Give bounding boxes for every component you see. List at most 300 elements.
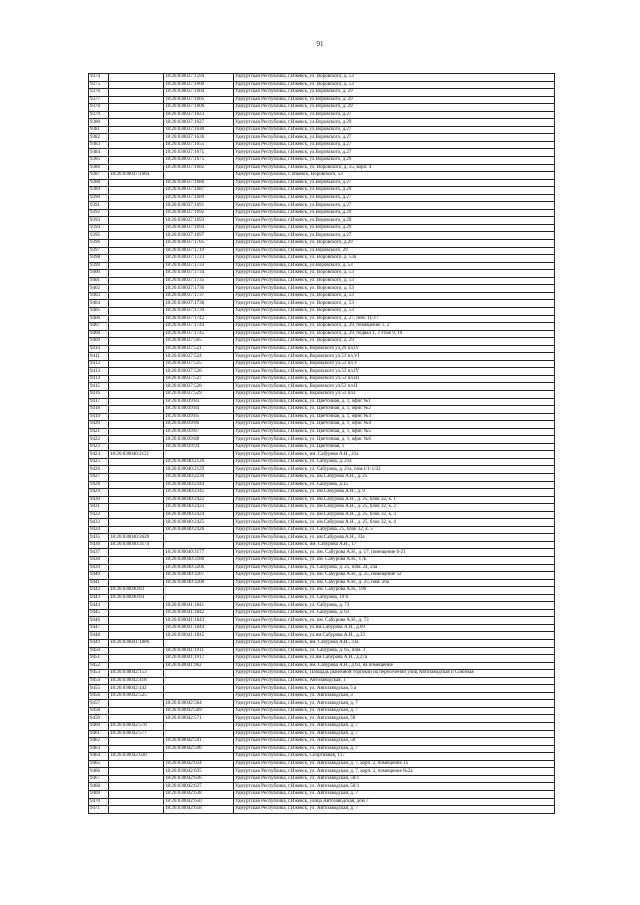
row-number-cell: 9444	[89, 602, 109, 610]
table-row	[89, 74, 555, 82]
building-cadastral-number-cell	[164, 640, 234, 648]
building-cadastral-number-cell: 18:26:030037:1630	[164, 126, 234, 134]
land-cadastral-number-cell	[109, 270, 164, 278]
table-row	[89, 707, 555, 715]
land-cadastral-number-cell	[109, 338, 164, 346]
land-cadastral-number-cell	[109, 564, 164, 572]
building-cadastral-number-cell: 18:26:030037:1738	[164, 300, 234, 308]
land-cadastral-number-cell	[109, 768, 164, 776]
land-cadastral-number-cell	[109, 572, 164, 580]
building-cadastral-number-cell: 18:26:030037:1693	[164, 217, 234, 225]
address-cell: Удмуртская Республика, г.Ижевск, им. Сабурова А.Н., 33а	[234, 640, 555, 648]
address-cell: Удмуртская Республика, г.Ижевск, ул. Сабурова, 25, блок 32, к. 5	[234, 526, 555, 534]
row-number-cell: 9409	[89, 338, 109, 346]
table-row	[89, 187, 555, 195]
table-row	[89, 602, 555, 610]
address-cell: Удмуртская Республика, г. Ижевск, Воровского, 53	[234, 172, 555, 180]
table-row	[89, 481, 555, 489]
table-row	[89, 202, 555, 210]
table-row	[89, 753, 555, 761]
building-cadastral-number-cell: 18:26:030037:1687	[164, 187, 234, 195]
row-number-cell: 9467	[89, 775, 109, 783]
table-row	[89, 413, 555, 421]
row-number-cell: 9461	[89, 730, 109, 738]
land-cadastral-number-cell	[109, 707, 164, 715]
land-cadastral-number-cell	[109, 194, 164, 202]
table-row	[89, 89, 555, 97]
row-number-cell: 9432	[89, 511, 109, 519]
land-cadastral-number-cell	[109, 549, 164, 557]
row-number-cell: 9417	[89, 398, 109, 406]
address-cell: Удмуртская Республика, г.Ижевск, Воровского ул.53 пл.IV	[234, 368, 555, 376]
row-number-cell: 9418	[89, 406, 109, 414]
land-cadastral-number-cell	[109, 292, 164, 300]
address-cell: Удмуртская Республика, г.Ижевск, Воровского ул,29 пл.IV	[234, 345, 555, 353]
building-cadastral-number-cell: 18:26:030041:1842	[164, 609, 234, 617]
row-number-cell: 9399	[89, 262, 109, 270]
table-row	[89, 662, 555, 670]
address-cell: Удмуртская Республика, г.Ижевск, ул.Воровского, д. 53	[234, 262, 555, 270]
land-cadastral-number-cell: 18:26:030042:418	[109, 677, 164, 685]
row-number-cell: 9450	[89, 647, 109, 655]
land-cadastral-number-cell: 18:26:030041:1886	[109, 640, 164, 648]
address-cell: Удмуртская Республика, г.Ижевск, ул. Сабурова, д. 21а	[234, 458, 555, 466]
building-cadastral-number-cell: 18:26:030042:591	[164, 738, 234, 746]
row-number-cell: 9389	[89, 187, 109, 195]
table-row	[89, 557, 555, 565]
table-row	[89, 715, 555, 723]
building-cadastral-number-cell: 18:26:030041:1911	[164, 647, 234, 655]
row-number-cell: 9469	[89, 790, 109, 798]
building-cadastral-number-cell: 18:26:030040:2422	[164, 496, 234, 504]
building-cadastral-number-cell: 18:26:030037:1745	[164, 330, 234, 338]
table-row	[89, 277, 555, 285]
building-cadastral-number-cell: 18:26:030042:635	[164, 768, 234, 776]
row-number-cell: 9375	[89, 81, 109, 89]
building-cadastral-number-cell	[164, 172, 234, 180]
building-cadastral-number-cell: 18:26:030037:1600	[164, 81, 234, 89]
building-cadastral-number-cell: 18:26:030037:521	[164, 345, 234, 353]
building-cadastral-number-cell: 18:26:030042:650	[164, 798, 234, 806]
row-number-cell: 9445	[89, 609, 109, 617]
building-cadastral-number-cell: 18:26:030037:1594	[164, 74, 234, 82]
land-cadastral-number-cell	[109, 655, 164, 663]
address-cell: Удмуртская Республика, г.Ижевск, ул. Автозаводская, д. 7	[234, 700, 555, 708]
land-cadastral-number-cell	[109, 179, 164, 187]
row-number-cell: 9396	[89, 240, 109, 248]
table-row	[89, 519, 555, 527]
land-cadastral-number-cell	[109, 360, 164, 368]
address-cell: Удмуртская Республика, г.Ижевск, ул. Автозаводская, 50/1	[234, 783, 555, 791]
land-cadastral-number-cell: 18:26:030042:442	[109, 685, 164, 693]
building-cadastral-number-cell: 18:26:030040:2344	[164, 481, 234, 489]
row-number-cell: 9403	[89, 292, 109, 300]
row-number-cell: 9462	[89, 738, 109, 746]
address-cell: Удмуртская Республика, г.Ижевск, ул.им.Сабурова А.Н., д.69	[234, 624, 555, 632]
row-number-cell: 9379	[89, 111, 109, 119]
building-cadastral-number-cell	[164, 730, 234, 738]
land-cadastral-number-cell	[109, 760, 164, 768]
land-cadastral-number-cell	[109, 89, 164, 97]
table-row	[89, 224, 555, 232]
land-cadastral-number-cell	[109, 489, 164, 497]
address-cell: Удмуртская Республика, г.Ижевск, ул. Автозаводская, д. 7	[234, 723, 555, 731]
address-cell: Удмуртская Республика, г.Ижевск, ул. Цветочная, д. 1, офис №3	[234, 413, 555, 421]
address-cell: Удмуртская Республика, г.Ижевск, ул. Воровского, д.29	[234, 240, 555, 248]
land-cadastral-number-cell	[109, 390, 164, 398]
row-number-cell: 9426	[89, 466, 109, 474]
row-number-cell: 9400	[89, 270, 109, 278]
land-cadastral-number-cell	[109, 300, 164, 308]
table-row	[89, 640, 555, 648]
land-cadastral-number-cell	[109, 624, 164, 632]
row-number-cell: 9390	[89, 194, 109, 202]
table-row	[89, 428, 555, 436]
building-cadastral-number-cell	[164, 677, 234, 685]
land-cadastral-number-cell: 18:26:030040:3174	[109, 541, 164, 549]
building-cadastral-number-cell: 18:26:030040:2129	[164, 466, 234, 474]
building-cadastral-number-cell: 18:26:030037:525	[164, 360, 234, 368]
address-cell: Удмуртская Республика, г.Ижевск, ул. им. Сабурова А.Н., 19б	[234, 587, 555, 595]
table-row	[89, 496, 555, 504]
building-cadastral-number-cell: 18:26:030037:1742	[164, 315, 234, 323]
row-number-cell: 9395	[89, 232, 109, 240]
land-cadastral-number-cell	[109, 104, 164, 112]
address-cell: Удмуртская Республика, г.Ижевск, ул. Воровского, д. 29	[234, 338, 555, 346]
address-cell: Удмуртская Республика, г.Ижевск, ул.Воровского, д.27	[234, 179, 555, 187]
building-cadastral-number-cell	[164, 451, 234, 459]
address-cell: Удмуртская Республика, г.Ижевск, ул. Сабурова, 19 б	[234, 594, 555, 602]
land-cadastral-number-cell	[109, 406, 164, 414]
row-number-cell: 9392	[89, 209, 109, 217]
registry-table	[88, 73, 555, 814]
land-cadastral-number-cell	[109, 775, 164, 783]
address-cell: Удмуртская Республика, г.Ижевск, ул. Сабурова, д.15	[234, 481, 555, 489]
row-number-cell: 9411	[89, 353, 109, 361]
building-cadastral-number-cell: 18:26:030040:2424	[164, 511, 234, 519]
table-row	[89, 745, 555, 753]
row-number-cell: 9456	[89, 692, 109, 700]
address-cell: Удмуртская Республика, г.Ижевск, ул.Воровского, д.27	[234, 134, 555, 142]
row-number-cell: 9435	[89, 534, 109, 542]
address-cell: Удмуртская Республика, г.Ижевск, ул.Воровского, 29	[234, 247, 555, 255]
building-cadastral-number-cell: 18:26:030042:636	[164, 775, 234, 783]
table-row	[89, 760, 555, 768]
land-cadastral-number-cell	[109, 345, 164, 353]
building-cadastral-number-cell	[164, 685, 234, 693]
land-cadastral-number-cell	[109, 224, 164, 232]
page-number: 91	[316, 40, 324, 48]
address-cell: Удмуртская Республика, г.Ижевск, ул. им.Сабурова А.Н., д. 25, блок 32, к. 1	[234, 496, 555, 504]
table-row	[89, 730, 555, 738]
row-number-cell: 9421	[89, 428, 109, 436]
table-row	[89, 172, 555, 180]
building-cadastral-number-cell: 18:26:030042:596	[164, 745, 234, 753]
table-row	[89, 292, 555, 300]
row-number-cell: 9431	[89, 504, 109, 512]
building-cadastral-number-cell: 18:26:030040:2423	[164, 504, 234, 512]
row-number-cell: 9414	[89, 375, 109, 383]
land-cadastral-number-cell	[109, 383, 164, 391]
address-cell: Удмуртская Республика, г.Ижевск, ул. Автозаводская, 50	[234, 715, 555, 723]
building-cadastral-number-cell	[164, 670, 234, 678]
table-row	[89, 323, 555, 331]
building-cadastral-number-cell: 18:26:030037:1627	[164, 119, 234, 127]
building-cadastral-number-cell: 18:26:030037:1744	[164, 323, 234, 331]
table-row	[89, 798, 555, 806]
row-number-cell: 9405	[89, 307, 109, 315]
address-cell: Удмуртская Республика, г.Ижевск, ул. Воровского, д. 53	[234, 300, 555, 308]
row-number-cell: 9446	[89, 617, 109, 625]
building-cadastral-number-cell: 18:26:030039:86	[164, 421, 234, 429]
row-number-cell: 9428	[89, 481, 109, 489]
address-cell: Удмуртская Республика, г.Ижевск, ул. Воровского, д. 29, подвал 1, 3 этаж 9, 10	[234, 330, 555, 338]
land-cadastral-number-cell	[109, 157, 164, 165]
row-number-cell: 9423	[89, 443, 109, 451]
table-row	[89, 609, 555, 617]
land-cadastral-number-cell	[109, 202, 164, 210]
address-cell: Удмуртская Республика, г.Ижевск, ул.Воровского, д.27	[234, 202, 555, 210]
building-cadastral-number-cell: 18:26:030037:527	[164, 375, 234, 383]
table-row	[89, 489, 555, 497]
land-cadastral-number-cell	[109, 421, 164, 429]
address-cell: Удмуртская Республика, г.Ижевск, Воровского ул.53 пл.V	[234, 360, 555, 368]
address-cell: Удмуртская Республика, г.Ижевск, ул.Воровского, д.29	[234, 119, 555, 127]
building-cadastral-number-cell: 18:26:030041:1841	[164, 602, 234, 610]
table-row	[89, 723, 555, 731]
land-cadastral-number-cell	[109, 783, 164, 791]
building-cadastral-number-cell: 18:26:030037:1734	[164, 270, 234, 278]
row-number-cell: 9459	[89, 715, 109, 723]
address-cell: Удмуртская Республика, г.Ижевск, ул. им. Сабурова А.Н., д. 17, помещение 6-21	[234, 549, 555, 557]
building-cadastral-number-cell: 18:26:030037:1735	[164, 277, 234, 285]
land-cadastral-number-cell: 18:26:030042:525	[109, 692, 164, 700]
address-cell: Удмуртская Республика, г.Ижевск, ул. Автозаводская, д. 7, корп. 2, помещение 1а	[234, 760, 555, 768]
row-number-cell: 9443	[89, 594, 109, 602]
row-number-cell: 9416	[89, 390, 109, 398]
land-cadastral-number-cell	[109, 247, 164, 255]
table-row	[89, 458, 555, 466]
address-cell: Удмуртская Республика, г.Ижевск, Спортивная, 117	[234, 753, 555, 761]
land-cadastral-number-cell	[109, 240, 164, 248]
land-cadastral-number-cell	[109, 647, 164, 655]
row-number-cell: 9391	[89, 202, 109, 210]
table-row	[89, 345, 555, 353]
row-number-cell: 9449	[89, 640, 109, 648]
building-cadastral-number-cell	[164, 753, 234, 761]
address-cell: Удмуртская Республика, г.Ижевск, ул.Воровского, д.29	[234, 224, 555, 232]
address-cell: Удмуртская Республика, г.Ижевск, ул. Воровского, д. 53	[234, 285, 555, 293]
building-cadastral-number-cell: 18:26:030039:87	[164, 428, 234, 436]
building-cadastral-number-cell: 18:26:030039:94	[164, 443, 234, 451]
building-cadastral-number-cell: 18:26:030037:1723	[164, 255, 234, 263]
land-cadastral-number-cell	[109, 790, 164, 798]
row-number-cell: 9422	[89, 436, 109, 444]
table-row	[89, 390, 555, 398]
building-cadastral-number-cell: 18:26:030037:528	[164, 383, 234, 391]
table-row	[89, 526, 555, 534]
building-cadastral-number-cell: 18:26:030037:1737	[164, 292, 234, 300]
building-cadastral-number-cell: 18:26:030037:1736	[164, 285, 234, 293]
address-cell: Удмуртская Республика, г.Ижевск, ул. им.Сабурова А.Н., д. 25	[234, 473, 555, 481]
address-cell: Удмуртская Республика, г.Ижевск, им. Сабурова А.Н., д.63, на помещение	[234, 662, 555, 670]
land-cadastral-number-cell	[109, 368, 164, 376]
table-row	[89, 768, 555, 776]
table-row	[89, 126, 555, 134]
address-cell: Удмуртская Республика, г.Ижевск, ул.Воровского, д.29	[234, 209, 555, 217]
land-cadastral-number-cell	[109, 255, 164, 263]
land-cadastral-number-cell	[109, 111, 164, 119]
table-row	[89, 790, 555, 798]
table-row	[89, 368, 555, 376]
table-row	[89, 451, 555, 459]
table-row	[89, 104, 555, 112]
building-cadastral-number-cell: 18:26:030037:1739	[164, 307, 234, 315]
table-row	[89, 217, 555, 225]
land-cadastral-number-cell	[109, 209, 164, 217]
building-cadastral-number-cell: 18:26:030039:85	[164, 413, 234, 421]
land-cadastral-number-cell	[109, 428, 164, 436]
building-cadastral-number-cell: 18:26:030041:1844	[164, 624, 234, 632]
building-cadastral-number-cell: 18:26:030037:1682	[164, 164, 234, 172]
row-number-cell: 9451	[89, 655, 109, 663]
row-number-cell: 9468	[89, 783, 109, 791]
table-row	[89, 232, 555, 240]
building-cadastral-number-cell: 18:26:030040:3206	[164, 564, 234, 572]
table-row	[89, 270, 555, 278]
land-cadastral-number-cell	[109, 375, 164, 383]
land-cadastral-number-cell	[109, 511, 164, 519]
table-row	[89, 330, 555, 338]
building-cadastral-number-cell: 18:26:030037:1694	[164, 224, 234, 232]
row-number-cell: 9455	[89, 685, 109, 693]
land-cadastral-number-cell	[109, 277, 164, 285]
address-cell: Удмуртская Республика, г.Ижевск, ул. Автозаводская, д. 7	[234, 707, 555, 715]
address-cell: Удмуртская Республика, г.Ижевск, ул. Автозаводская, 50	[234, 738, 555, 746]
address-cell: Удмуртская Республика, г.Ижевск, ул. Воровского, д. 29, помещение 1, 2	[234, 323, 555, 331]
land-cadastral-number-cell	[109, 262, 164, 270]
table-row	[89, 406, 555, 414]
table-row	[89, 632, 555, 640]
table-row	[89, 179, 555, 187]
table-row	[89, 360, 555, 368]
address-cell: Удмуртская Республика, г.Ижевск, ул. Сабурова, д. 25, пом. 24, 24а	[234, 564, 555, 572]
table-row	[89, 677, 555, 685]
address-cell: Удмуртская Республика, г.Ижевск, ул. им. Сабурова А.Н., д. 25, помещение 52	[234, 572, 555, 580]
land-cadastral-number-cell	[109, 609, 164, 617]
building-cadastral-number-cell: 18:26:030042:571	[164, 715, 234, 723]
land-cadastral-number-cell: 18:26:030040:2620	[109, 534, 164, 542]
table-row	[89, 783, 555, 791]
land-cadastral-number-cell	[109, 149, 164, 157]
address-cell: Удмуртская Республика, г.Ижевск, ул. Цветочная, д. 1, офис №1	[234, 398, 555, 406]
building-cadastral-number-cell: 18:26:030037:1606	[164, 104, 234, 112]
address-cell: Удмуртская Республика, г.Ижевск, ул. Автозаводская, д. 7	[234, 790, 555, 798]
address-cell: Удмуртская Республика, г.Ижевск, ул.Воровского, д.27	[234, 149, 555, 157]
row-number-cell: 9378	[89, 104, 109, 112]
building-cadastral-number-cell: 18:26:030037:529	[164, 390, 234, 398]
building-cadastral-number-cell: 18:26:030037:1655	[164, 141, 234, 149]
address-cell: Удмуртская Республика, г.Ижевск, ул. им. Сабурова А.Н., 17Б	[234, 557, 555, 565]
land-cadastral-number-cell: 18:26:030040:84	[109, 594, 164, 602]
row-number-cell: 9465	[89, 760, 109, 768]
row-number-cell: 9406	[89, 315, 109, 323]
land-cadastral-number-cell	[109, 187, 164, 195]
row-number-cell: 9377	[89, 96, 109, 104]
table-row	[89, 285, 555, 293]
table-row	[89, 587, 555, 595]
table-row	[89, 670, 555, 678]
address-cell: Удмуртская Республика, г.Ижевск, Площадь рыночной торговли на пересечении улиц Автозаводская и Союзная	[234, 670, 555, 678]
row-number-cell: 9384	[89, 149, 109, 157]
land-cadastral-number-cell	[109, 806, 164, 814]
table-row	[89, 353, 555, 361]
building-cadastral-number-cell: 18:26:030040:3208	[164, 579, 234, 587]
table-row	[89, 692, 555, 700]
land-cadastral-number-cell	[109, 232, 164, 240]
land-cadastral-number-cell: 18:26:030040:83	[109, 587, 164, 595]
building-cadastral-number-cell: 18:26:030037:526	[164, 368, 234, 376]
building-cadastral-number-cell	[164, 723, 234, 731]
address-cell: Удмуртская Республика, г.Ижевск, ул. Воровского, д. 53	[234, 292, 555, 300]
building-cadastral-number-cell: 18:26:030042:658	[164, 806, 234, 814]
address-cell: Удмуртская Республика, г.Ижевск, ул. Цветочная, д. 1, офис №5	[234, 428, 555, 436]
table-row	[89, 255, 555, 263]
land-cadastral-number-cell	[109, 74, 164, 82]
building-cadastral-number-cell: 18:26:030037:1733	[164, 262, 234, 270]
address-cell: Удмуртская Республика, г.Ижевск, ул.им.Сабурова А.Н., д.27а	[234, 655, 555, 663]
land-cadastral-number-cell: 18:26:030042:577	[109, 730, 164, 738]
address-cell: Удмуртская Республика, г.Ижевск, ул. Цветочная, д. 1, офис №4	[234, 421, 555, 429]
address-cell: Удмуртская Республика, г.Ижевск, ул. им.Сабурова А.Н., д. 25, блок 32, к. 2	[234, 504, 555, 512]
table-row	[89, 738, 555, 746]
row-number-cell: 9376	[89, 89, 109, 97]
row-number-cell: 9393	[89, 217, 109, 225]
table-row	[89, 572, 555, 580]
address-cell: Удмуртская Республика, г.Ижевск, ул. Воровского, д. 27, пом. 11-17	[234, 315, 555, 323]
land-cadastral-number-cell	[109, 662, 164, 670]
table-row	[89, 775, 555, 783]
table-row	[89, 383, 555, 391]
table-row	[89, 655, 555, 663]
building-cadastral-number-cell: 18:26:030039:83	[164, 398, 234, 406]
land-cadastral-number-cell	[109, 96, 164, 104]
land-cadastral-number-cell	[109, 602, 164, 610]
land-cadastral-number-cell	[109, 798, 164, 806]
row-number-cell: 9430	[89, 496, 109, 504]
row-number-cell: 9463	[89, 745, 109, 753]
land-cadastral-number-cell: 18:26:030040:2121	[109, 451, 164, 459]
building-cadastral-number-cell: 18:26:030041:1917	[164, 655, 234, 663]
land-cadastral-number-cell	[109, 126, 164, 134]
building-cadastral-number-cell: 18:26:030040:3177	[164, 549, 234, 557]
row-number-cell: 9410	[89, 345, 109, 353]
row-number-cell: 9412	[89, 360, 109, 368]
land-cadastral-number-cell	[109, 458, 164, 466]
table-row	[89, 164, 555, 172]
table-row	[89, 209, 555, 217]
building-cadastral-number-cell: 18:26:030037:1636	[164, 134, 234, 142]
row-number-cell: 9407	[89, 323, 109, 331]
building-cadastral-number-cell: 18:26:030040:2426	[164, 526, 234, 534]
land-cadastral-number-cell	[109, 330, 164, 338]
land-cadastral-number-cell	[109, 632, 164, 640]
land-cadastral-number-cell	[109, 164, 164, 172]
table-row	[89, 617, 555, 625]
table-row	[89, 421, 555, 429]
land-cadastral-number-cell	[109, 141, 164, 149]
land-cadastral-number-cell	[109, 738, 164, 746]
